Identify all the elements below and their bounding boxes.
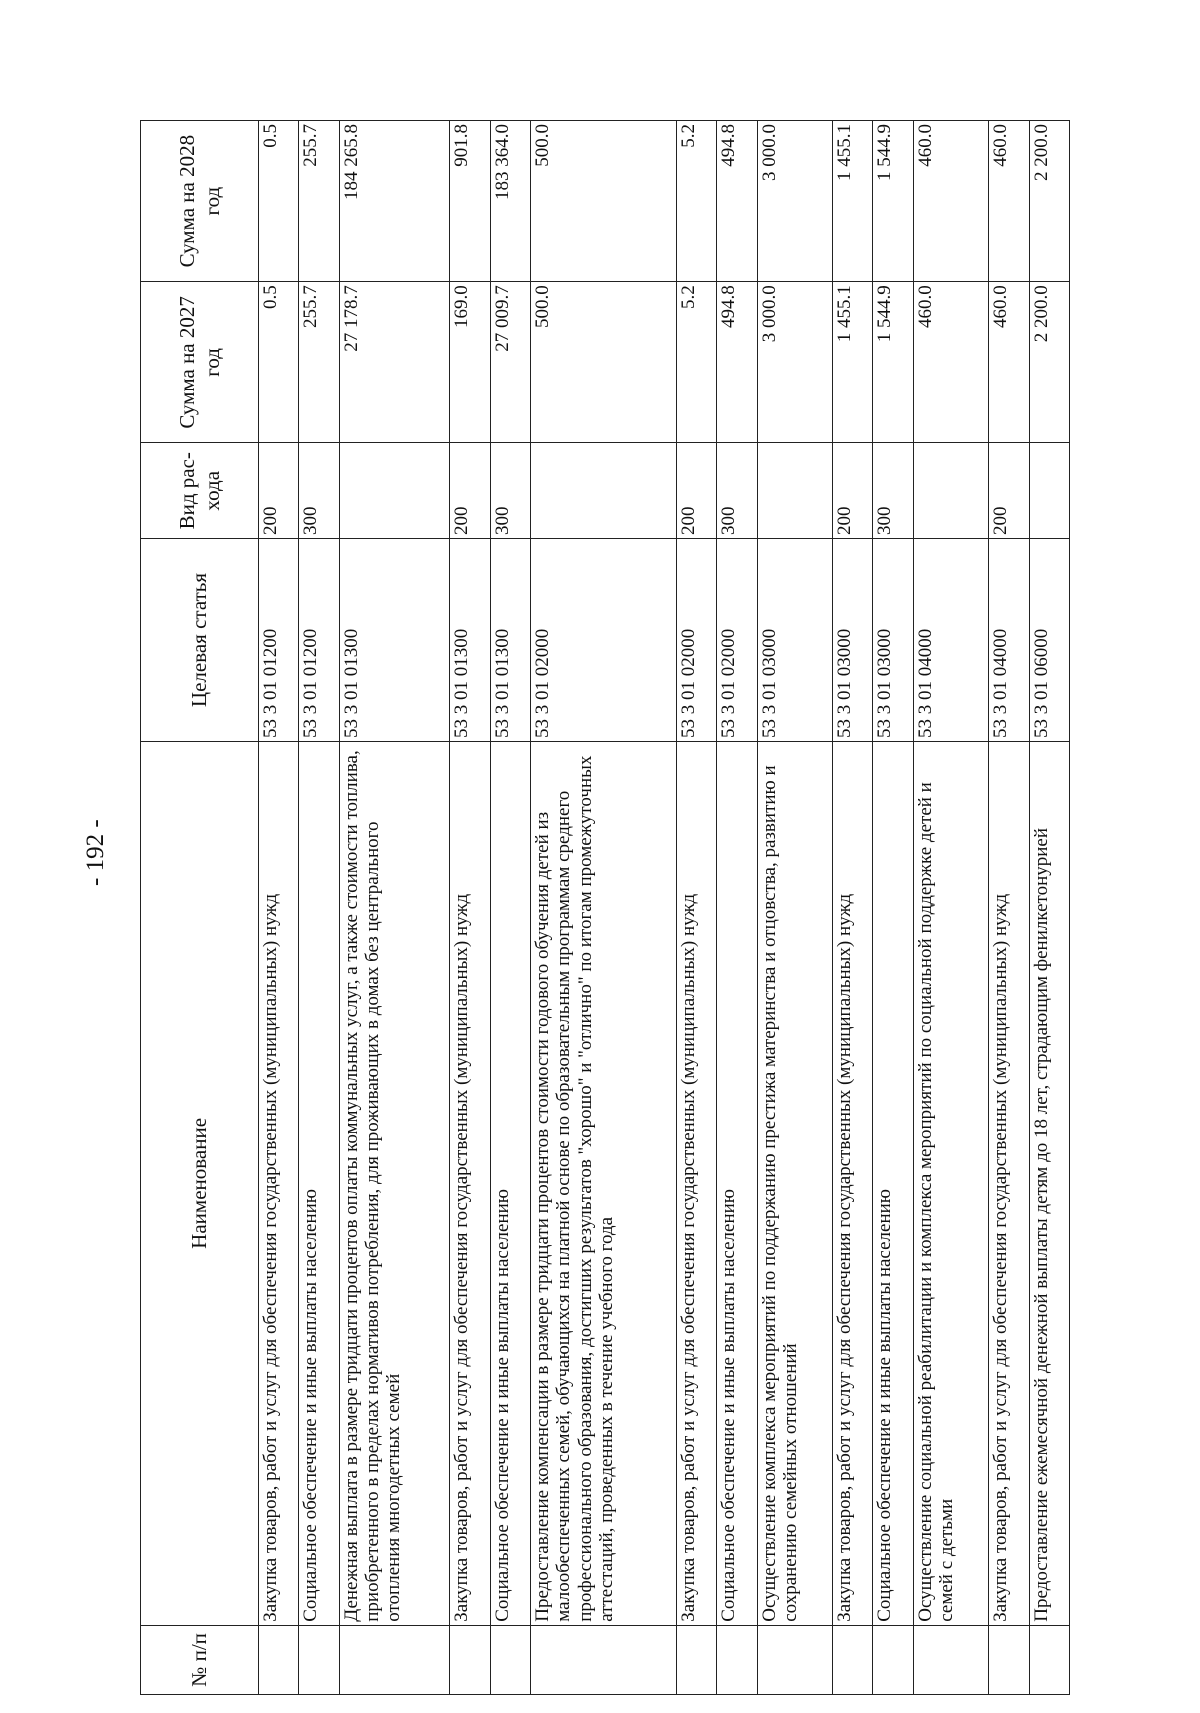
- cell-kind: 200: [677, 443, 717, 539]
- cell-name: Закупка товаров, работ и услуг для обеспечения государственных (муниципальных) нужд: [450, 742, 490, 1626]
- cell-kind: 300: [299, 443, 339, 539]
- cell-sum-2027: 1 544.9: [873, 282, 913, 443]
- cell-sum-2028: 255.7: [299, 121, 339, 282]
- cell-sum-2028: 901.8: [450, 121, 490, 282]
- cell-code: 53 3 01 04000: [989, 539, 1029, 742]
- table-row: [259, 121, 299, 1695]
- header-kind: Вид рас-хода: [141, 443, 259, 539]
- cell-sum-2028: 184 265.8: [339, 121, 450, 282]
- cell-sum-2027: 255.7: [299, 282, 339, 443]
- cell-name: Осуществление комплекса мероприятий по поддержанию престижа материнства и отцовства, развитию и сохранению семейных отношений: [757, 742, 833, 1626]
- cell-kind: [913, 443, 989, 539]
- cell-sum-2027: 460.0: [989, 282, 1029, 443]
- cell-code: 53 3 01 02000: [677, 539, 717, 742]
- cell-sum-2027: 2 200.0: [1029, 282, 1069, 443]
- cell-sum-2028: 460.0: [913, 121, 989, 282]
- cell-num: [259, 1625, 299, 1694]
- header-code: Целевая статья: [141, 539, 259, 742]
- cell-kind: [530, 443, 676, 539]
- header-sum-2027: Сумма на 2027 год: [141, 282, 259, 443]
- cell-num: [490, 1625, 530, 1694]
- cell-num: [1029, 1625, 1069, 1694]
- page-number: - 192 -: [82, 819, 109, 886]
- cell-num: [913, 1625, 989, 1694]
- cell-code: 53 3 01 03000: [833, 539, 873, 742]
- cell-sum-2028: 500.0: [530, 121, 676, 282]
- cell-name: Закупка товаров, работ и услуг для обеспечения государственных (муниципальных) нужд: [259, 742, 299, 1626]
- cell-name: Социальное обеспечение и иные выплаты населению: [873, 742, 913, 1626]
- cell-sum-2027: 0.5: [259, 282, 299, 443]
- cell-sum-2028: 0.5: [259, 121, 299, 282]
- budget-table: [140, 120, 1070, 1695]
- cell-name: Осуществление социальной реабилитации и комплекса мероприятий по социальной поддержке детей и семей с детьми: [913, 742, 989, 1626]
- cell-code: 53 3 01 01200: [299, 539, 339, 742]
- cell-sum-2027: 3 000.0: [757, 282, 833, 443]
- cell-sum-2027: 460.0: [913, 282, 989, 443]
- cell-num: [873, 1625, 913, 1694]
- table-row: [989, 121, 1029, 1695]
- cell-name: Социальное обеспечение и иные выплаты населению: [717, 742, 757, 1626]
- cell-num: [339, 1625, 450, 1694]
- cell-name: Закупка товаров, работ и услуг для обеспечения государственных (муниципальных) нужд: [833, 742, 873, 1626]
- cell-sum-2028: 3 000.0: [757, 121, 833, 282]
- table-row: [913, 121, 989, 1695]
- cell-sum-2027: 27 009.7: [490, 282, 530, 443]
- table-row: [833, 121, 873, 1695]
- cell-code: 53 3 01 02000: [530, 539, 676, 742]
- header-sum-2028: Сумма на 2028 год: [141, 121, 259, 282]
- table-row: [490, 121, 530, 1695]
- cell-sum-2027: 5.2: [677, 282, 717, 443]
- cell-kind: 200: [450, 443, 490, 539]
- cell-kind: 300: [490, 443, 530, 539]
- cell-code: 53 3 01 04000: [913, 539, 989, 742]
- cell-sum-2027: 169.0: [450, 282, 490, 443]
- cell-name: Закупка товаров, работ и услуг для обеспечения государственных (муниципальных) нужд: [989, 742, 1029, 1626]
- cell-num: [450, 1625, 490, 1694]
- header-name: Наименование: [141, 742, 259, 1626]
- cell-num: [530, 1625, 676, 1694]
- cell-num: [717, 1625, 757, 1694]
- cell-name: Закупка товаров, работ и услуг для обеспечения государственных (муниципальных) нужд: [677, 742, 717, 1626]
- cell-name: Денежная выплата в размере тридцати процентов оплаты коммунальных услуг, а также стоимости топлива, приобретенного в пределах нормативов потребления, для проживающих в домах без центрального отопления многодетных семей: [339, 742, 450, 1626]
- cell-kind: [1029, 443, 1069, 539]
- cell-kind: 200: [833, 443, 873, 539]
- cell-num: [677, 1625, 717, 1694]
- table-row: [757, 121, 833, 1695]
- cell-sum-2028: 183 364.0: [490, 121, 530, 282]
- table-row: [530, 121, 676, 1695]
- table-row: [717, 121, 757, 1695]
- table-row: [450, 121, 490, 1695]
- header-num: № п/п: [141, 1625, 259, 1694]
- cell-name: Предоставление ежемесячной денежной выплаты детям до 18 лет, страдающим фенилкетонурией: [1029, 742, 1069, 1626]
- cell-code: 53 3 01 01200: [259, 539, 299, 742]
- cell-sum-2028: 1 455.1: [833, 121, 873, 282]
- table-container: [140, 120, 1070, 1695]
- cell-code: 53 3 01 01300: [450, 539, 490, 742]
- cell-code: 53 3 01 01300: [490, 539, 530, 742]
- cell-num: [989, 1625, 1029, 1694]
- table-header-row: [141, 121, 259, 1695]
- cell-sum-2027: 494.8: [717, 282, 757, 443]
- table-row: [677, 121, 717, 1695]
- cell-sum-2028: 1 544.9: [873, 121, 913, 282]
- cell-kind: 200: [259, 443, 299, 539]
- table-row: [339, 121, 450, 1695]
- cell-code: 53 3 01 03000: [757, 539, 833, 742]
- table-row: [299, 121, 339, 1695]
- table-row: [873, 121, 913, 1695]
- cell-num: [833, 1625, 873, 1694]
- cell-name: Предоставление компенсации в размере тридцати процентов стоимости годового обучения детей из малообеспеченных семей, обучающихся на платной основе по образовательным программам среднего профессионального образования, достигших результатов "хорошо" и "отлично" по итогам промежуточных аттестаций, проведенных в течение учебного года: [530, 742, 676, 1626]
- cell-code: 53 3 01 02000: [717, 539, 757, 742]
- cell-sum-2028: 2 200.0: [1029, 121, 1069, 282]
- cell-num: [299, 1625, 339, 1694]
- cell-sum-2028: 460.0: [989, 121, 1029, 282]
- cell-name: Социальное обеспечение и иные выплаты населению: [299, 742, 339, 1626]
- cell-code: 53 3 01 03000: [873, 539, 913, 742]
- table-row: [1029, 121, 1069, 1695]
- cell-sum-2028: 494.8: [717, 121, 757, 282]
- cell-kind: [339, 443, 450, 539]
- cell-kind: 200: [989, 443, 1029, 539]
- cell-sum-2027: 1 455.1: [833, 282, 873, 443]
- cell-kind: 300: [873, 443, 913, 539]
- cell-kind: [757, 443, 833, 539]
- cell-sum-2027: 500.0: [530, 282, 676, 443]
- cell-kind: 300: [717, 443, 757, 539]
- cell-name: Социальное обеспечение и иные выплаты населению: [490, 742, 530, 1626]
- cell-sum-2028: 5.2: [677, 121, 717, 282]
- cell-code: 53 3 01 01300: [339, 539, 450, 742]
- cell-num: [757, 1625, 833, 1694]
- cell-code: 53 3 01 06000: [1029, 539, 1069, 742]
- cell-sum-2027: 27 178.7: [339, 282, 450, 443]
